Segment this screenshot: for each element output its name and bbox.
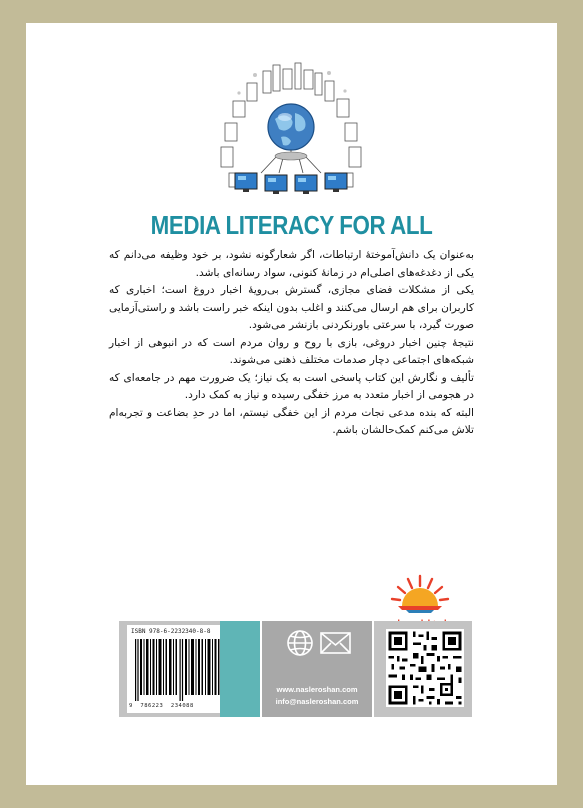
barcode-digits: 9 786223 234088 bbox=[129, 703, 194, 709]
email-link[interactable]: info@nasleroshan.com bbox=[275, 697, 359, 706]
qr-panel bbox=[374, 621, 472, 717]
sun-logo bbox=[384, 568, 456, 618]
qr-code[interactable] bbox=[386, 629, 464, 707]
barcode bbox=[127, 625, 235, 713]
blurb-paragraph: البته که بنده مدعی نجات مردم از این خفگی نیستم، اما در حدِ بضاعت و تجربه‌ام تلاش می‌کنم کمک‌حالشان باشم. bbox=[109, 406, 474, 436]
world-network-illustration bbox=[211, 61, 371, 211]
barcode-bars bbox=[135, 639, 227, 701]
blurb-paragraph: یکی از مشکلات فضای مجازی، گسترش بی‌رویهٔ اخبار دروغ است؛ اخباری که کاربران برای هم ارسال می‌کنند و اغلب بدون اینکه خبر راست باشد و راستی‌آزمایی صورت گیرد، با سرعتی باورنکردنی بازنشر می‌شود. bbox=[109, 284, 474, 331]
back-cover bbox=[26, 23, 557, 785]
contact-icons bbox=[284, 627, 354, 659]
isbn-text: ISBN 978-6-2232340-8-8 bbox=[131, 628, 211, 635]
envelope-icon bbox=[321, 633, 350, 653]
website-link[interactable]: www.nasleroshan.com bbox=[276, 685, 358, 694]
blurb-paragraph: تألیف و نگارش این کتاب پاسخی است به یک نیاز؛ یک ضرورت مهم در جامعه‌ای که در هجومی از اخبار متعدد به مرز خفگی رسیده و نیاز به کمک دارد. bbox=[109, 371, 474, 401]
contact-panel bbox=[262, 621, 372, 717]
blurb-paragraph: نتیجهٔ چنین اخبار دروغی، بازی با روح و روان مردم است که در انبوهی از اخبار شبکه‌های اجتماعی دچار صدمات مختلف ذهنی می‌شوند. bbox=[109, 336, 474, 366]
book-title: MEDIA LITERACY FOR ALL bbox=[150, 210, 433, 240]
globe-icon bbox=[288, 631, 312, 655]
accent-strip bbox=[220, 621, 260, 717]
blurb-paragraph: به‌عنوان یک دانش‌آموختهٔ ارتباطات، اگر شعارگونه نشود، بر خود وظیفه می‌دانم که یکی از دغدغه‌های اصلی‌ام در زمانهٔ کنونی، سواد رسانه‌ای باشد. bbox=[109, 249, 474, 279]
back-cover-blurb bbox=[109, 247, 474, 440]
